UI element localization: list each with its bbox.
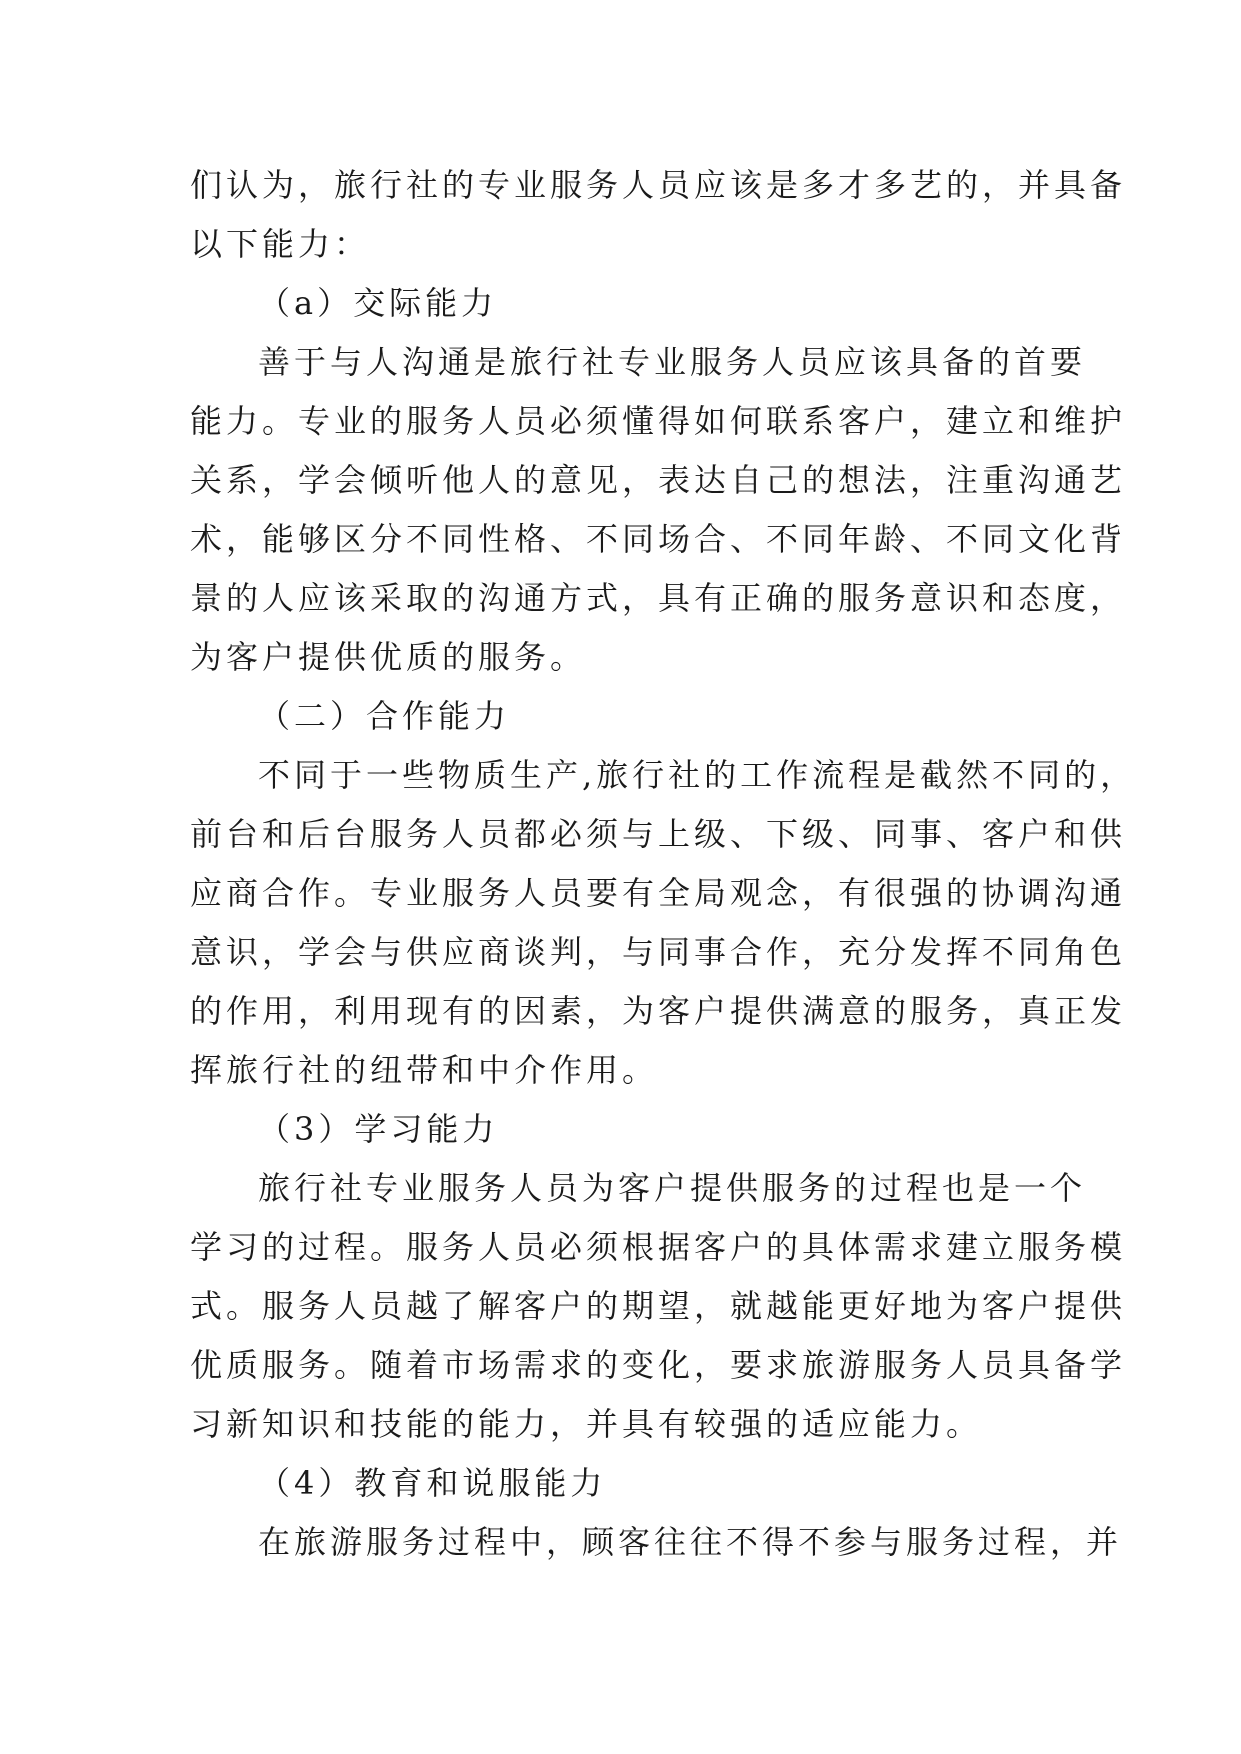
paragraph-first-line: 善于与人沟通是旅行社专业服务人员应该具备的首要 — [258, 343, 1087, 381]
section-heading-3: （3）学习能力 — [258, 1110, 499, 1148]
text-line: 们认为，旅行社的专业服务人员应该是多才多艺的，并具备 — [190, 166, 1127, 204]
section-heading-2: （二）合作能力 — [258, 697, 511, 735]
text-line: 关系，学会倾听他人的意见，表达自己的想法，注重沟通艺 — [190, 461, 1127, 499]
text-line: 能力。专业的服务人员必须懂得如何联系客户，建立和维护 — [190, 402, 1127, 440]
text-line: 优质服务。随着市场需求的变化，要求旅游服务人员具备学 — [190, 1346, 1127, 1384]
text-line: 挥旅行社的纽带和中介作用。 — [190, 1051, 659, 1089]
body-text — [190, 156, 1137, 1572]
section-heading-a: （a）交际能力 — [258, 284, 498, 322]
text-line: 意识，学会与供应商谈判，与同事合作，充分发挥不同角色 — [190, 933, 1127, 971]
paragraph-first-line: 在旅游服务过程中，顾客往往不得不参与服务过程，并 — [258, 1523, 1123, 1561]
text-line: 习新知识和技能的能力，并具有较强的适应能力。 — [190, 1405, 983, 1443]
text-line: 前台和后台服务人员都必须与上级、下级、同事、客户和供 — [190, 815, 1127, 853]
paragraph-first-line: 不同于一些物质生产,旅行社的工作流程是截然不同的， — [258, 756, 1137, 794]
text-line: 景的人应该采取的沟通方式，具有正确的服务意识和态度， — [190, 579, 1127, 617]
text-line: 的作用，利用现有的因素，为客户提供满意的服务，真正发 — [190, 992, 1127, 1030]
text-line: 学习的过程。服务人员必须根据客户的具体需求建立服务模 — [190, 1228, 1127, 1266]
text-line: 术，能够区分不同性格、不同场合、不同年龄、不同文化背 — [190, 520, 1127, 558]
text-line: 为客户提供优质的服务。 — [190, 638, 587, 676]
paragraph-first-line: 旅行社专业服务人员为客户提供服务的过程也是一个 — [258, 1169, 1087, 1207]
text-line: 以下能力： — [190, 225, 371, 263]
text-line: 式。服务人员越了解客户的期望，就越能更好地为客户提供 — [190, 1287, 1127, 1325]
section-heading-4: （4）教育和说服能力 — [258, 1464, 607, 1502]
text-line: 应商合作。专业服务人员要有全局观念，有很强的协调沟通 — [190, 874, 1127, 912]
